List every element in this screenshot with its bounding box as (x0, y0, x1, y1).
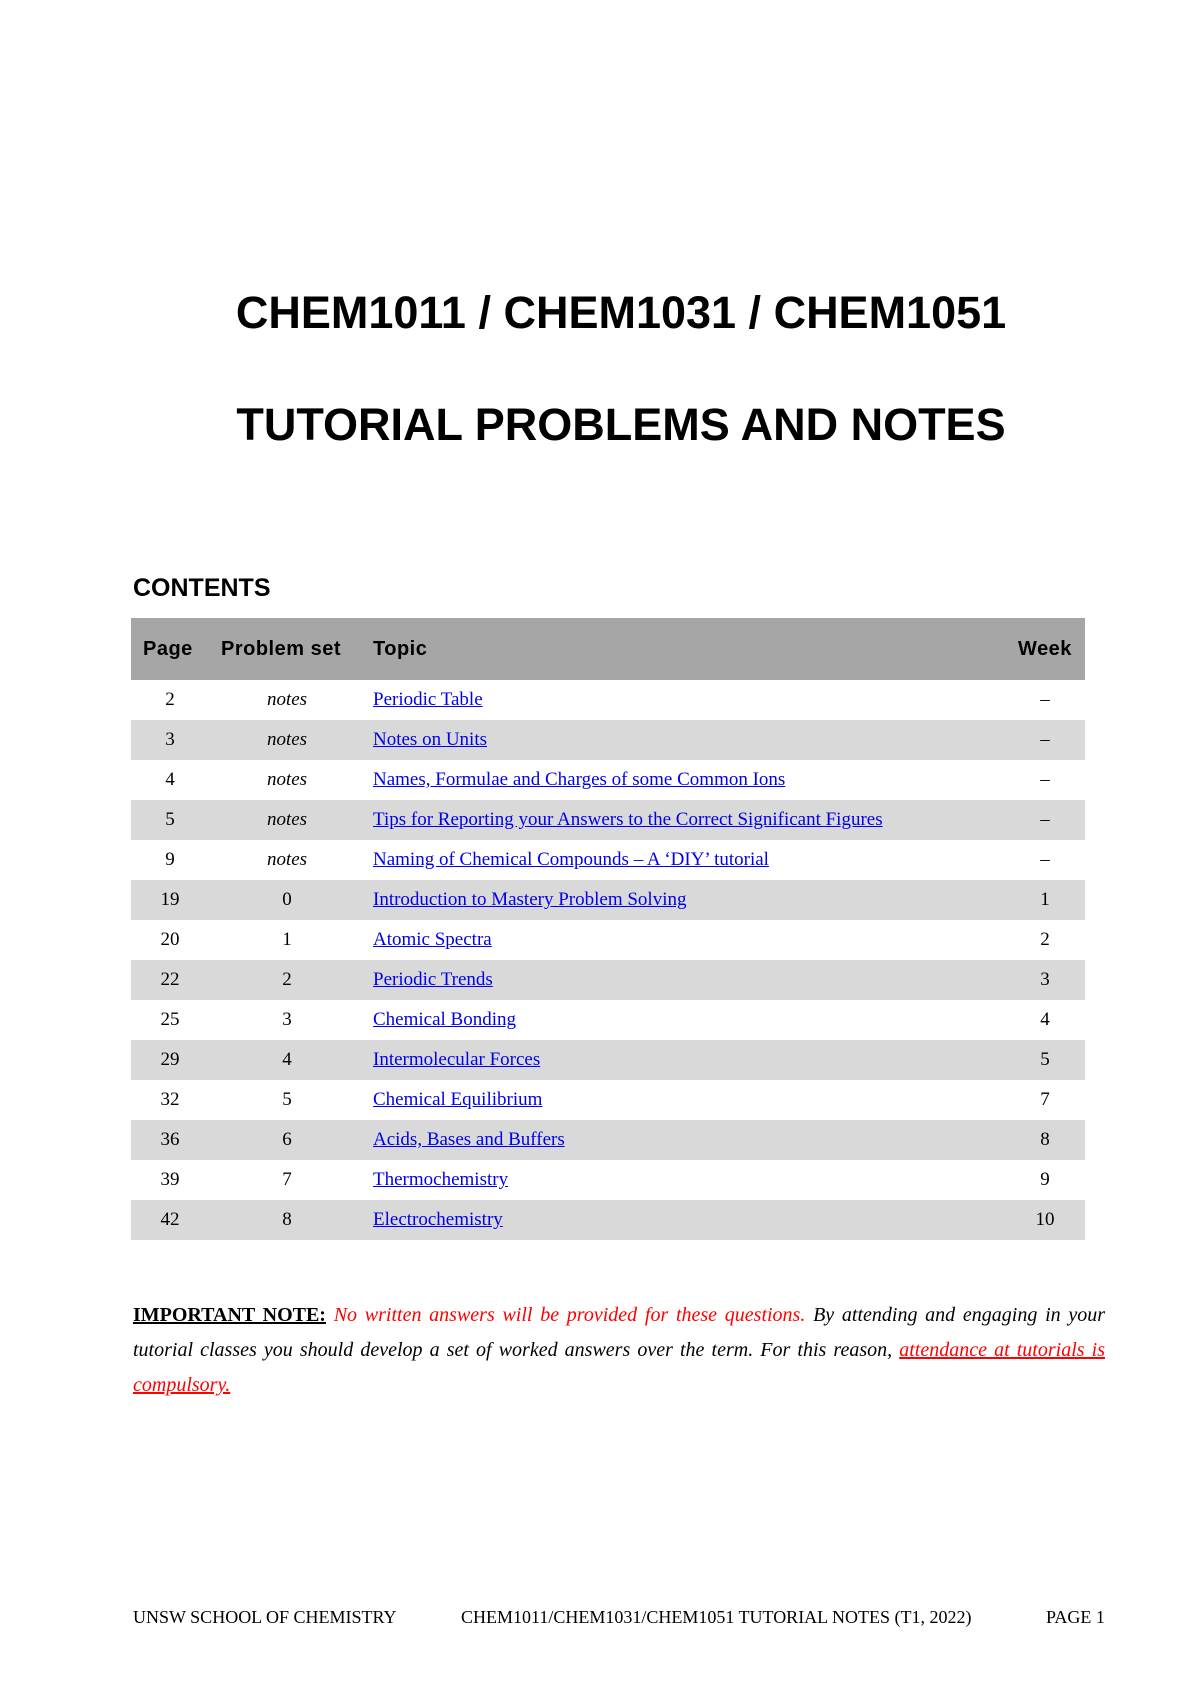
header-page: Page (131, 618, 209, 680)
cell-week: – (1005, 760, 1085, 800)
table-row (131, 880, 1085, 920)
footer-page-number: PAGE 1 (1046, 1607, 1105, 1627)
table-row (131, 920, 1085, 960)
cell-week: – (1005, 680, 1085, 720)
cell-problem-set: 3 (209, 1000, 365, 1040)
topic-link[interactable]: Introduction to Mastery Problem Solving (373, 889, 687, 910)
cell-page: 22 (131, 960, 209, 1000)
topic-link[interactable]: Tips for Reporting your Answers to the Correct Significant Figures (373, 809, 883, 830)
table-row (131, 1000, 1085, 1040)
cell-page: 32 (131, 1080, 209, 1120)
cell-topic (365, 720, 1005, 760)
cell-topic (365, 1120, 1005, 1160)
contents-table (131, 618, 1085, 1240)
cell-topic (365, 920, 1005, 960)
table-row (131, 760, 1085, 800)
cell-page: 19 (131, 880, 209, 920)
cell-week: 7 (1005, 1080, 1085, 1120)
cell-page: 9 (131, 840, 209, 880)
header-week: Week (1005, 618, 1085, 680)
important-note-label: IMPORTANT NOTE: (133, 1304, 326, 1326)
cell-week: – (1005, 720, 1085, 760)
cell-problem-set: notes (209, 800, 365, 840)
cell-topic (365, 960, 1005, 1000)
document-title-course-codes: CHEM1011 / CHEM1031 / CHEM1051 (235, 287, 1007, 338)
table-row (131, 800, 1085, 840)
cell-problem-set: 8 (209, 1200, 365, 1240)
cell-problem-set: 5 (209, 1080, 365, 1120)
important-note-attendance: attendance at tutorials is compulsory. (133, 1339, 1105, 1396)
document-title: TUTORIAL PROBLEMS AND NOTES (236, 399, 1006, 450)
cell-week: 9 (1005, 1160, 1085, 1200)
cell-topic (365, 1000, 1005, 1040)
topic-link[interactable]: Thermochemistry (373, 1169, 509, 1190)
important-note-body: By attending and engaging in your tutorial classes you should develop a set of worked answers over the term. For this reason, (133, 1304, 1106, 1361)
table-header-row (131, 618, 1085, 680)
cell-week: 10 (1005, 1200, 1085, 1240)
footer-school: UNSW SCHOOL OF CHEMISTRY (133, 1607, 397, 1627)
table-row (131, 1200, 1085, 1240)
cell-topic (365, 1040, 1005, 1080)
topic-link[interactable]: Intermolecular Forces (373, 1049, 541, 1070)
cell-page: 20 (131, 920, 209, 960)
cell-week: – (1005, 840, 1085, 880)
cell-page: 5 (131, 800, 209, 840)
cell-page: 4 (131, 760, 209, 800)
cell-page: 2 (131, 680, 209, 720)
header-problem-set: Problem set (209, 618, 365, 680)
table-row (131, 840, 1085, 880)
cell-topic (365, 1080, 1005, 1120)
cell-problem-set: notes (209, 680, 365, 720)
cell-topic (365, 880, 1005, 920)
table-row (131, 1160, 1085, 1200)
topic-link[interactable]: Chemical Bonding (373, 1009, 517, 1030)
important-note (133, 1298, 1105, 1403)
contents-heading: CONTENTS (133, 574, 271, 602)
cell-problem-set: 2 (209, 960, 365, 1000)
topic-link[interactable]: Acids, Bases and Buffers (373, 1129, 565, 1150)
topic-link[interactable]: Chemical Equilibrium (373, 1089, 543, 1110)
topic-link[interactable]: Periodic Table (373, 689, 483, 710)
cell-problem-set: 1 (209, 920, 365, 960)
cell-page: 36 (131, 1120, 209, 1160)
cell-problem-set: 7 (209, 1160, 365, 1200)
cell-problem-set: notes (209, 840, 365, 880)
cell-problem-set: notes (209, 760, 365, 800)
topic-link[interactable]: Naming of Chemical Compounds – A ‘DIY’ tutorial (373, 849, 769, 870)
cell-week: 1 (1005, 880, 1085, 920)
cell-page: 25 (131, 1000, 209, 1040)
table-row (131, 1120, 1085, 1160)
cell-week: 2 (1005, 920, 1085, 960)
cell-topic (365, 800, 1005, 840)
cell-page: 3 (131, 720, 209, 760)
cell-topic (365, 680, 1005, 720)
cell-topic (365, 840, 1005, 880)
table-row (131, 1080, 1085, 1120)
cell-topic (365, 1160, 1005, 1200)
topic-link[interactable]: Notes on Units (373, 729, 487, 750)
header-topic: Topic (365, 618, 1005, 680)
topic-link[interactable]: Electrochemistry (373, 1209, 503, 1230)
cell-page: 29 (131, 1040, 209, 1080)
table-row (131, 720, 1085, 760)
cell-topic (365, 1200, 1005, 1240)
cell-week: 8 (1005, 1120, 1085, 1160)
table-row (131, 680, 1085, 720)
important-note-warning: No written answers will be provided for these questions. (333, 1304, 806, 1326)
cell-week: – (1005, 800, 1085, 840)
cell-week: 5 (1005, 1040, 1085, 1080)
contents-table-body (131, 680, 1085, 1240)
cell-topic (365, 760, 1005, 800)
cell-problem-set: 6 (209, 1120, 365, 1160)
topic-link[interactable]: Periodic Trends (373, 969, 493, 990)
topic-link[interactable]: Atomic Spectra (373, 929, 492, 950)
table-row (131, 960, 1085, 1000)
cell-page: 39 (131, 1160, 209, 1200)
cell-week: 4 (1005, 1000, 1085, 1040)
cell-page: 42 (131, 1200, 209, 1240)
table-row (131, 1040, 1085, 1080)
topic-link[interactable]: Names, Formulae and Charges of some Common Ions (373, 769, 786, 790)
footer-document-name: CHEM1011/CHEM1031/CHEM1051 TUTORIAL NOTES (T1, 2022) (461, 1607, 972, 1627)
cell-week: 3 (1005, 960, 1085, 1000)
cell-problem-set: 4 (209, 1040, 365, 1080)
cell-problem-set: notes (209, 720, 365, 760)
cell-problem-set: 0 (209, 880, 365, 920)
